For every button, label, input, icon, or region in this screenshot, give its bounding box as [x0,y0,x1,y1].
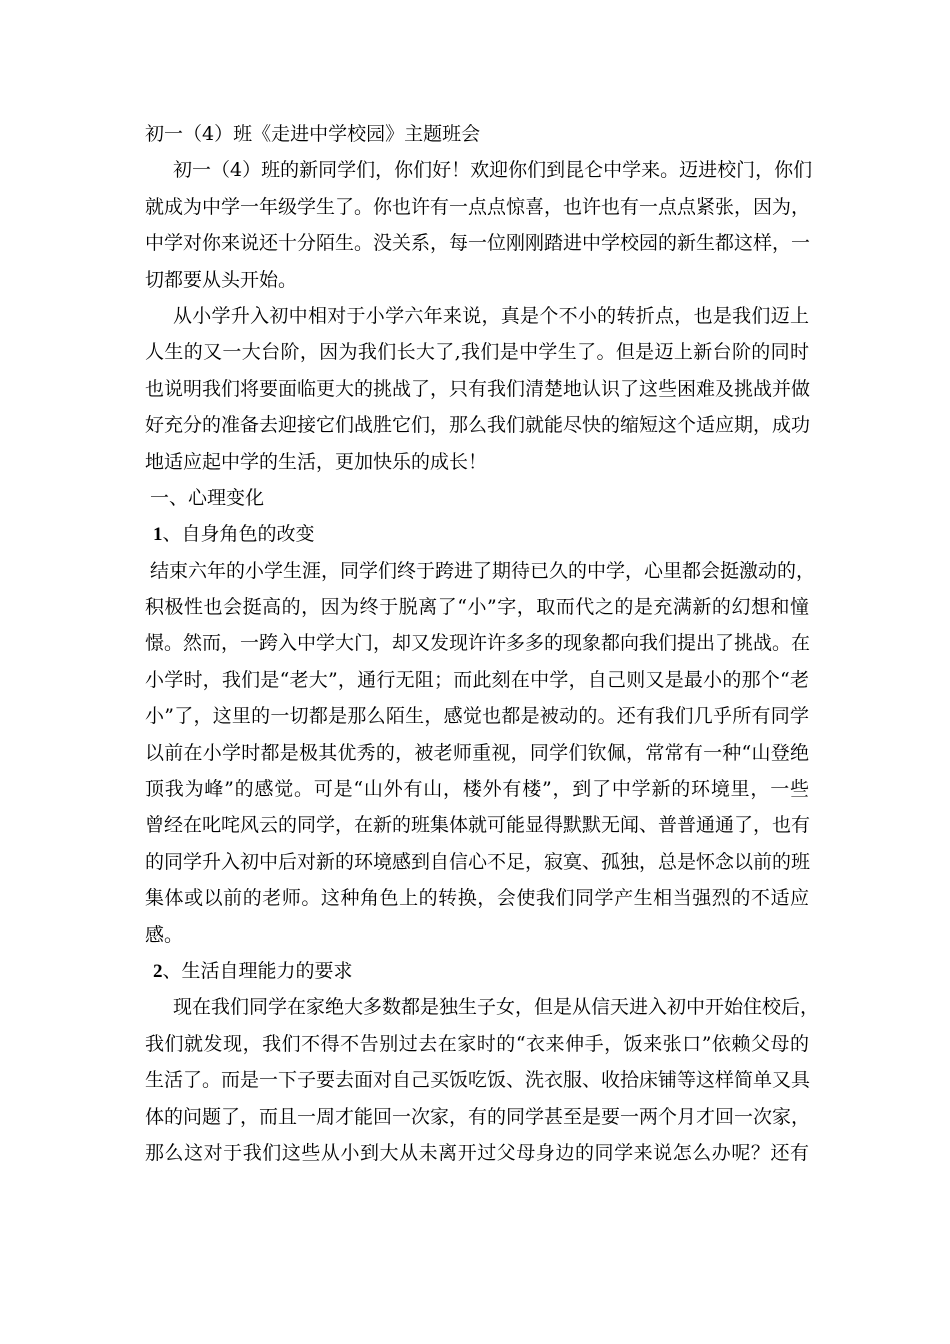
paragraph-line: 积极性也会挺高的，因为终于脱离了“小”字，取而代之的是充满新的幻想和憧 [145,596,809,619]
paragraph-line: 生活了。而是一下子要去面对自己买饭吃饭、洗衣服、收拾床铺等这样简单又具 [145,1069,811,1092]
paragraph-line: 以前在小学时都是极其优秀的，被老师重视，同学们钦佩，常常有一种“山登绝 [145,741,809,764]
paragraph-line: 小学时，我们是“老大”，通行无阻；而此刻在中学，自己则又是最小的那个“老 [145,668,809,691]
subsection-title: 、自身角色的改变 [162,523,315,546]
paragraph-line: 人生的又一大台阶，因为我们长大了,我们是中学生了。但是迈上新台阶的同时 [145,341,809,364]
paragraph-line: 结束六年的小学生涯，同学们终于跨进了期待已久的中学，心里都会挺激动的， [150,559,816,582]
subsection-title: 、生活自理能力的要求 [162,959,353,982]
subsection-heading [145,516,809,552]
document-title: 初一（4）班《走进中学校园》主题班会 [145,123,481,145]
paragraph-line: 那么这对于我们这些从小到大从未离开过父母身边的同学来说怎么办呢？还有 [145,1141,809,1164]
paragraph-line: 现在我们同学在家绝大多数都是独生子女，但是从信天进入初中开始住校后， [173,996,820,1019]
subsection-number: 1 [153,524,163,546]
subsection-heading [145,953,809,989]
paragraph-line: 体的问题了，而且一周才能回一次家，有的同学甚至是要一两个月才回一次家， [145,1105,811,1128]
paragraph-line: 憬。然而，一跨入中学大门，却又发现许许多多的现象都向我们提出了挑战。在 [145,632,811,655]
paragraph-line: 好充分的准备去迎接它们战胜它们，那么我们就能尽快的缩短这个适应期，成功 [145,414,811,437]
intro-line: 中学对你来说还十分陌生。没关系，每一位刚刚踏进中学校园的新生都这样，一 [145,232,811,255]
subsection-number: 2 [153,960,163,982]
paragraph-line: 顶我为峰”的感觉。可是“山外有山，楼外有楼”，到了中学新的环境里，一些 [145,778,809,801]
paragraph-line: 感。 [145,923,184,946]
paragraph-line: 曾经在叱咤风云的同学，在新的班集体就可能显得默默无闻、普普通通了，也有 [145,814,811,837]
paragraph-line: 小”了，这里的一切都是那么陌生，感觉也都是被动的。还有我们几乎所有同学 [145,705,809,728]
paragraph-line: 集体或以前的老师。这种角色上的转换，会使我们同学产生相当强烈的不适应 [145,887,809,910]
intro-line: 就成为中学一年级学生了。你也许有一点点惊喜，也许也有一点点紧张，因为， [145,195,811,218]
section-heading: 一、心理变化 [150,486,265,509]
paragraph-line: 地适应起中学的生活，更加快乐的成长！ [145,450,488,473]
paragraph-line: 也说明我们将要面临更大的挑战了，只有我们清楚地认识了这些困难及挑战并做 [145,377,811,400]
intro-line: 切都要从头开始。 [145,268,298,291]
paragraph-line: 我们就发现，我们不得不告别过去在家时的“衣来伸手，饭来张口”依赖父母的 [145,1032,809,1055]
document-body [145,116,820,1171]
paragraph-line: 的同学升入初中后对新的环境感到自信心不足，寂寞、孤独，总是怀念以前的班 [145,850,811,873]
paragraph-line: 从小学升入初中相对于小学六年来说，真是个不小的转折点，也是我们迈上 [173,304,809,327]
intro-line: 初一（4）班的新同学们，你们好！欢迎你们到昆仑中学来。迈进校门，你们 [173,159,813,182]
